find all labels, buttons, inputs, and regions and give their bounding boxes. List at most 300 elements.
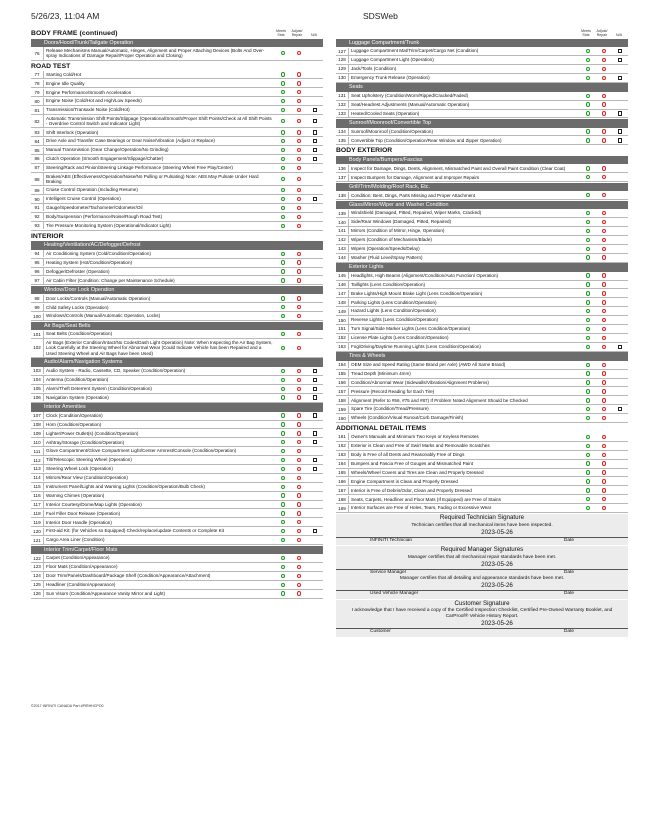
adjust-repair-radio[interactable] [602, 291, 606, 295]
checklist-row [336, 451, 628, 460]
not-applicable-checkbox-cell [307, 108, 323, 112]
not-applicable-checkbox-cell [307, 413, 323, 417]
item-description: Navigation System (Operation) [43, 394, 275, 401]
meets-standard-radio[interactable] [586, 220, 590, 224]
meets-standard-radio[interactable] [281, 99, 285, 103]
adjust-repair-radio[interactable] [297, 369, 301, 373]
meets-standard-radio[interactable] [281, 72, 285, 76]
adjust-repair-radio[interactable] [602, 238, 606, 242]
meets-standard-radio[interactable] [281, 413, 285, 417]
adjust-repair-radio-cell [596, 193, 612, 197]
adjust-repair-radio[interactable] [297, 565, 301, 569]
adjust-repair-radio-cell [291, 108, 307, 112]
not-applicable-checkbox[interactable] [618, 49, 622, 53]
meets-standard-radio[interactable] [281, 188, 285, 192]
meets-standard-radio[interactable] [586, 94, 590, 98]
adjust-repair-radio[interactable] [297, 177, 301, 181]
adjust-repair-radio[interactable] [602, 255, 606, 259]
adjust-repair-radio[interactable] [602, 49, 606, 53]
not-applicable-checkbox[interactable] [313, 197, 317, 201]
adjust-repair-radio[interactable] [602, 327, 606, 331]
meets-standard-radio[interactable] [586, 461, 590, 465]
adjust-repair-radio[interactable] [297, 574, 301, 578]
meets-standard-radio[interactable] [586, 416, 590, 420]
meets-standard-radio[interactable] [586, 129, 590, 133]
meets-standard-radio[interactable] [281, 395, 285, 399]
adjust-repair-radio[interactable] [602, 435, 606, 439]
adjust-repair-radio[interactable] [602, 229, 606, 233]
item-number: 136 [338, 165, 346, 171]
meets-standard-radio[interactable] [586, 67, 590, 71]
adjust-repair-radio[interactable] [297, 130, 301, 134]
adjust-repair-radio-cell [596, 129, 612, 133]
item-number: 114 [33, 475, 41, 481]
meets-standard-radio[interactable] [586, 389, 590, 393]
section-header: BODY EXTERIOR [336, 147, 393, 155]
meets-standard-radio[interactable] [586, 193, 590, 197]
adjust-repair-radio[interactable] [602, 211, 606, 215]
adjust-repair-radio-cell [596, 94, 612, 98]
not-applicable-checkbox[interactable] [313, 378, 317, 382]
adjust-repair-radio[interactable] [297, 493, 301, 497]
adjust-repair-radio[interactable] [297, 431, 301, 435]
meets-standard-radio[interactable] [281, 332, 285, 336]
meets-standard-radio[interactable] [586, 273, 590, 277]
meets-standard-radio[interactable] [586, 371, 590, 375]
meets-standard-radio[interactable] [586, 497, 590, 501]
meets-standard-radio[interactable] [586, 327, 590, 331]
adjust-repair-radio[interactable] [297, 332, 301, 336]
meets-standard-radio-cell [275, 467, 291, 471]
item-number: 148 [338, 299, 346, 305]
item-description: Engine Performance/Smooth Acceleration [43, 89, 275, 96]
meets-standard-radio[interactable] [281, 278, 285, 282]
meets-standard-radio[interactable] [281, 583, 285, 587]
adjust-repair-radio[interactable] [297, 395, 301, 399]
meets-standard-radio[interactable] [281, 467, 285, 471]
meets-standard-radio[interactable] [281, 314, 285, 318]
adjust-repair-radio-cell [291, 166, 307, 170]
adjust-repair-radio-cell [291, 215, 307, 219]
adjust-repair-radio[interactable] [297, 296, 301, 300]
adjust-repair-radio[interactable] [297, 108, 301, 112]
meets-standard-radio[interactable] [281, 166, 285, 170]
meets-standard-radio[interactable] [281, 556, 285, 560]
adjust-repair-radio-cell [291, 99, 307, 103]
item-number: 121 [33, 537, 41, 543]
meets-standard-radio[interactable] [586, 453, 590, 457]
meets-standard-radio[interactable] [281, 51, 285, 55]
mgr-signature-date: 2023-05-26 [336, 561, 628, 569]
adjust-repair-radio[interactable] [602, 444, 606, 448]
adjust-repair-radio-cell [596, 229, 612, 233]
adjust-repair-radio[interactable] [297, 139, 301, 143]
meets-standard-radio[interactable] [281, 148, 285, 152]
adjust-repair-radio-cell [291, 188, 307, 192]
adjust-repair-radio[interactable] [297, 197, 301, 201]
adjust-repair-radio[interactable] [297, 591, 301, 595]
meets-standard-radio[interactable] [586, 238, 590, 242]
item-number: 109 [33, 430, 41, 436]
checklist-row [336, 469, 628, 478]
meets-standard-radio[interactable] [586, 111, 590, 115]
meets-standard-radio[interactable] [586, 488, 590, 492]
not-applicable-checkbox[interactable] [618, 58, 622, 62]
not-applicable-checkbox[interactable] [313, 458, 317, 462]
adjust-repair-radio[interactable] [602, 453, 606, 457]
adjust-repair-radio-cell [596, 345, 612, 349]
adjust-repair-radio[interactable] [602, 479, 606, 483]
adjust-repair-radio[interactable] [602, 497, 606, 501]
meets-standard-radio[interactable] [281, 529, 285, 533]
meets-standard-radio-cell [275, 332, 291, 336]
meets-standard-radio[interactable] [586, 166, 590, 170]
meets-standard-radio-cell [580, 58, 596, 62]
checklist-row [31, 195, 323, 204]
adjust-repair-radio-cell [291, 458, 307, 462]
adjust-repair-radio[interactable] [602, 58, 606, 62]
adjust-repair-radio[interactable] [297, 378, 301, 382]
adjust-repair-radio[interactable] [297, 260, 301, 264]
adjust-repair-radio[interactable] [602, 380, 606, 384]
meets-standard-radio[interactable] [586, 76, 590, 80]
adjust-repair-radio[interactable] [602, 506, 606, 510]
meets-standard-radio[interactable] [586, 138, 590, 142]
mgr-signature-line [336, 569, 628, 577]
meets-standard-radio[interactable] [281, 422, 285, 426]
adjust-repair-radio-cell [596, 363, 612, 367]
meets-standard-radio-cell [580, 255, 596, 259]
not-applicable-checkbox[interactable] [313, 529, 317, 533]
meets-standard-radio[interactable] [281, 493, 285, 497]
adjust-repair-radio-cell [291, 574, 307, 578]
not-applicable-checkbox[interactable] [618, 138, 622, 142]
meets-standard-radio[interactable] [586, 300, 590, 304]
meets-standard-radio-cell [580, 444, 596, 448]
item-number: 157 [338, 388, 346, 394]
adjust-repair-radio-cell [291, 51, 307, 55]
adjust-repair-radio[interactable] [602, 470, 606, 474]
not-applicable-checkbox[interactable] [313, 467, 317, 471]
not-applicable-checkbox[interactable] [313, 139, 317, 143]
checklist-row [336, 218, 628, 227]
adjust-repair-radio[interactable] [297, 520, 301, 524]
meets-standard-radio[interactable] [281, 591, 285, 595]
checklist-row [31, 536, 323, 545]
adjust-repair-radio[interactable] [297, 224, 301, 228]
item-number: 146 [338, 282, 346, 288]
meets-standard-radio[interactable] [586, 380, 590, 384]
adjust-repair-radio[interactable] [602, 76, 606, 80]
meets-standard-radio[interactable] [281, 269, 285, 273]
meets-standard-radio[interactable] [586, 58, 590, 62]
cust-signature-title: Customer Signature [336, 600, 628, 609]
item-number: 138 [338, 192, 346, 198]
checklist-row [336, 414, 628, 423]
meets-standard-radio[interactable] [281, 139, 285, 143]
adjust-repair-radio[interactable] [297, 252, 301, 256]
adjust-repair-radio[interactable] [602, 336, 606, 340]
adjust-repair-radio[interactable] [297, 278, 301, 282]
checklist-row [31, 155, 323, 164]
meets-standard-radio-cell [580, 76, 596, 80]
item-description: Exterior is Clean and Free of Swirl Marks and Removable Scratches [348, 442, 580, 449]
meets-standard-radio[interactable] [586, 363, 590, 367]
adjust-repair-radio[interactable] [297, 458, 301, 462]
adjust-repair-radio[interactable] [602, 273, 606, 277]
item-description: Headliner (Condition/Appearance) [43, 581, 275, 588]
adjust-repair-radio[interactable] [297, 440, 301, 444]
adjust-repair-radio[interactable] [297, 583, 301, 587]
not-applicable-checkbox[interactable] [313, 387, 317, 391]
meets-standard-radio[interactable] [281, 197, 285, 201]
meets-standard-radio[interactable] [586, 309, 590, 313]
adjust-repair-radio[interactable] [297, 206, 301, 210]
meets-standard-radio[interactable] [281, 449, 285, 453]
item-description: Inspect Bumpers for Damage, Alignment and Improper Repairs [348, 174, 580, 181]
adjust-repair-radio[interactable] [297, 476, 301, 480]
adjust-repair-radio-cell [291, 431, 307, 435]
meets-standard-radio[interactable] [281, 119, 285, 123]
meets-standard-radio[interactable] [281, 260, 285, 264]
not-applicable-checkbox-cell [612, 49, 628, 53]
adjust-repair-radio[interactable] [297, 467, 301, 471]
meets-standard-radio[interactable] [281, 387, 285, 391]
adjust-repair-radio[interactable] [297, 538, 301, 542]
meets-standard-radio[interactable] [281, 378, 285, 382]
adjust-repair-radio-cell [596, 435, 612, 439]
meets-standard-radio[interactable] [281, 215, 285, 219]
item-number: 163 [338, 452, 346, 458]
adjust-repair-radio[interactable] [602, 488, 606, 492]
meets-standard-radio[interactable] [281, 458, 285, 462]
adjust-repair-radio[interactable] [602, 220, 606, 224]
not-applicable-checkbox[interactable] [313, 108, 317, 112]
adjust-repair-radio[interactable] [602, 102, 606, 106]
meets-standard-radio[interactable] [586, 479, 590, 483]
not-applicable-checkbox-cell [307, 157, 323, 161]
meets-standard-radio[interactable] [281, 224, 285, 228]
meets-standard-radio[interactable] [281, 177, 285, 181]
adjust-repair-radio[interactable] [297, 269, 301, 273]
adjust-repair-radio[interactable] [602, 67, 606, 71]
key-na: N/A [616, 33, 622, 37]
copyright-footer: ©2017 INFINITI CANADA Part #PIRHHCPO0 [31, 704, 104, 708]
checklist-row [336, 65, 628, 74]
adjust-repair-radio[interactable] [297, 166, 301, 170]
meets-standard-radio[interactable] [586, 435, 590, 439]
adjust-repair-radio[interactable] [602, 282, 606, 286]
meets-standard-radio[interactable] [281, 130, 285, 134]
item-number: 155 [338, 371, 346, 377]
meets-standard-radio[interactable] [281, 485, 285, 489]
item-number: 104 [33, 377, 41, 383]
adjust-repair-radio-cell [291, 148, 307, 152]
adjust-repair-radio[interactable] [602, 175, 606, 179]
meets-standard-radio[interactable] [586, 345, 590, 349]
adjust-repair-radio[interactable] [297, 449, 301, 453]
meets-standard-radio[interactable] [586, 336, 590, 340]
item-description: Windows/Controls (Manual/Automatic Operation, Locks) [43, 313, 275, 320]
meets-standard-radio-cell [580, 220, 596, 224]
adjust-repair-radio-cell [596, 255, 612, 259]
adjust-repair-radio[interactable] [602, 193, 606, 197]
checklist-row [336, 254, 628, 263]
not-applicable-checkbox[interactable] [313, 130, 317, 134]
adjust-repair-radio[interactable] [297, 529, 301, 533]
adjust-repair-radio[interactable] [297, 485, 301, 489]
item-description: Condition: Bent, Dings, Parts Missing and Proper Attachment [348, 192, 580, 199]
meets-standard-radio[interactable] [586, 506, 590, 510]
meets-standard-radio[interactable] [586, 318, 590, 322]
meets-standard-radio[interactable] [281, 520, 285, 524]
meets-standard-radio[interactable] [281, 346, 285, 350]
meets-standard-radio[interactable] [281, 369, 285, 373]
meets-standard-radio[interactable] [586, 255, 590, 259]
meets-standard-radio[interactable] [281, 502, 285, 506]
item-number: 126 [33, 591, 41, 597]
not-applicable-checkbox[interactable] [313, 395, 317, 399]
meets-standard-radio-cell [275, 119, 291, 123]
date-label: Date [563, 629, 574, 635]
item-number: 93 [34, 223, 40, 229]
item-number: 162 [338, 443, 346, 449]
adjust-repair-radio[interactable] [297, 422, 301, 426]
meets-standard-radio[interactable] [586, 291, 590, 295]
checklist-row [31, 276, 323, 285]
meets-standard-radio[interactable] [586, 247, 590, 251]
meets-standard-radio[interactable] [586, 175, 590, 179]
adjust-repair-radio[interactable] [602, 389, 606, 393]
adjust-repair-radio[interactable] [297, 90, 301, 94]
adjust-repair-radio[interactable] [297, 305, 301, 309]
item-description: Automatic Transmission Shift Points/Slippage (Operational/Smooth/Proper Shift Points/Check at All Shift Points - Overdrive Control Switch and Indicator Light) [43, 115, 275, 127]
adjust-repair-radio[interactable] [602, 111, 606, 115]
meets-standard-radio[interactable] [281, 476, 285, 480]
not-applicable-checkbox[interactable] [313, 148, 317, 152]
meets-standard-radio[interactable] [281, 565, 285, 569]
not-applicable-checkbox-cell [612, 138, 628, 142]
meets-standard-radio[interactable] [281, 296, 285, 300]
adjust-repair-radio[interactable] [602, 318, 606, 322]
meets-standard-radio-cell [275, 166, 291, 170]
adjust-repair-radio-cell [596, 238, 612, 242]
adjust-repair-radio-cell [291, 332, 307, 336]
meets-standard-radio[interactable] [586, 470, 590, 474]
not-applicable-checkbox[interactable] [313, 413, 317, 417]
meets-standard-radio[interactable] [586, 444, 590, 448]
item-number: 91 [34, 205, 40, 211]
adjust-repair-radio[interactable] [297, 188, 301, 192]
not-applicable-checkbox[interactable] [313, 431, 317, 435]
not-applicable-checkbox[interactable] [313, 157, 317, 161]
meets-standard-radio[interactable] [281, 574, 285, 578]
not-applicable-checkbox[interactable] [618, 76, 622, 80]
meets-standard-radio[interactable] [281, 305, 285, 309]
meets-standard-radio[interactable] [586, 398, 590, 402]
meets-standard-radio[interactable] [281, 108, 285, 112]
checklist-row [336, 245, 628, 254]
not-applicable-checkbox[interactable] [618, 111, 622, 115]
not-applicable-checkbox-cell [612, 76, 628, 80]
adjust-repair-radio[interactable] [297, 99, 301, 103]
meets-standard-radio[interactable] [281, 538, 285, 542]
adjust-repair-radio[interactable] [297, 157, 301, 161]
adjust-repair-radio[interactable] [602, 371, 606, 375]
meets-standard-radio[interactable] [586, 407, 590, 411]
adjust-repair-radio-cell [291, 206, 307, 210]
not-applicable-checkbox[interactable] [618, 407, 622, 411]
adjust-repair-radio[interactable] [602, 129, 606, 133]
meets-standard-radio[interactable] [281, 431, 285, 435]
adjust-repair-radio[interactable] [602, 461, 606, 465]
item-description: Emergency Trunk Release (Operation) [348, 74, 580, 81]
adjust-repair-radio[interactable] [297, 215, 301, 219]
meets-standard-radio[interactable] [281, 206, 285, 210]
adjust-repair-radio[interactable] [602, 416, 606, 420]
adjust-repair-radio[interactable] [602, 166, 606, 170]
adjust-repair-radio[interactable] [602, 247, 606, 251]
adjust-repair-radio[interactable] [297, 346, 301, 350]
adjust-repair-radio[interactable] [297, 119, 301, 123]
item-description: Turn Signal/Side Marker Lights (Lens Condition/Operation) [348, 325, 580, 332]
adjust-repair-radio[interactable] [602, 398, 606, 402]
meets-standard-radio[interactable] [586, 102, 590, 106]
meets-standard-radio[interactable] [586, 211, 590, 215]
meets-standard-radio[interactable] [586, 49, 590, 53]
meets-standard-radio[interactable] [281, 252, 285, 256]
not-applicable-checkbox[interactable] [313, 440, 317, 444]
meets-standard-radio-cell [275, 188, 291, 192]
adjust-repair-radio[interactable] [602, 407, 606, 411]
checklist-row [336, 405, 628, 414]
adjust-repair-radio[interactable] [602, 94, 606, 98]
meets-standard-radio[interactable] [281, 157, 285, 161]
item-description: First-aid Kit: (for Vehicles so Equipped) Check/replace/update Contents or Complete Kit [43, 528, 275, 535]
adjust-repair-radio[interactable] [297, 511, 301, 515]
item-description: Owner's Manuals and Minimum Two Keys or Keyless Remotes [348, 433, 580, 440]
adjust-repair-radio[interactable] [297, 314, 301, 318]
adjust-repair-radio[interactable] [297, 387, 301, 391]
meets-standard-radio-cell [275, 260, 291, 264]
adjust-repair-radio[interactable] [602, 300, 606, 304]
adjust-repair-radio[interactable] [602, 309, 606, 313]
meets-standard-radio-cell [275, 511, 291, 515]
not-applicable-checkbox[interactable] [618, 345, 622, 349]
mgr2-signature-line [336, 590, 628, 598]
meets-standard-radio[interactable] [281, 511, 285, 515]
adjust-repair-radio[interactable] [297, 72, 301, 76]
adjust-repair-radio[interactable] [602, 138, 606, 142]
not-applicable-checkbox[interactable] [618, 129, 622, 133]
adjust-repair-radio[interactable] [602, 363, 606, 367]
meets-standard-radio[interactable] [586, 229, 590, 233]
meets-standard-radio[interactable] [586, 282, 590, 286]
adjust-repair-radio[interactable] [297, 502, 301, 506]
not-applicable-checkbox[interactable] [313, 369, 317, 373]
meets-standard-radio[interactable] [281, 90, 285, 94]
adjust-repair-radio[interactable] [297, 148, 301, 152]
adjust-repair-radio[interactable] [297, 556, 301, 560]
not-applicable-checkbox-cell [307, 458, 323, 462]
adjust-repair-radio[interactable] [297, 81, 301, 85]
meets-standard-radio[interactable] [281, 440, 285, 444]
meets-standard-radio[interactable] [281, 81, 285, 85]
adjust-repair-radio[interactable] [297, 413, 301, 417]
adjust-repair-radio[interactable] [602, 345, 606, 349]
adjust-repair-radio[interactable] [297, 51, 301, 55]
not-applicable-checkbox[interactable] [313, 119, 317, 123]
